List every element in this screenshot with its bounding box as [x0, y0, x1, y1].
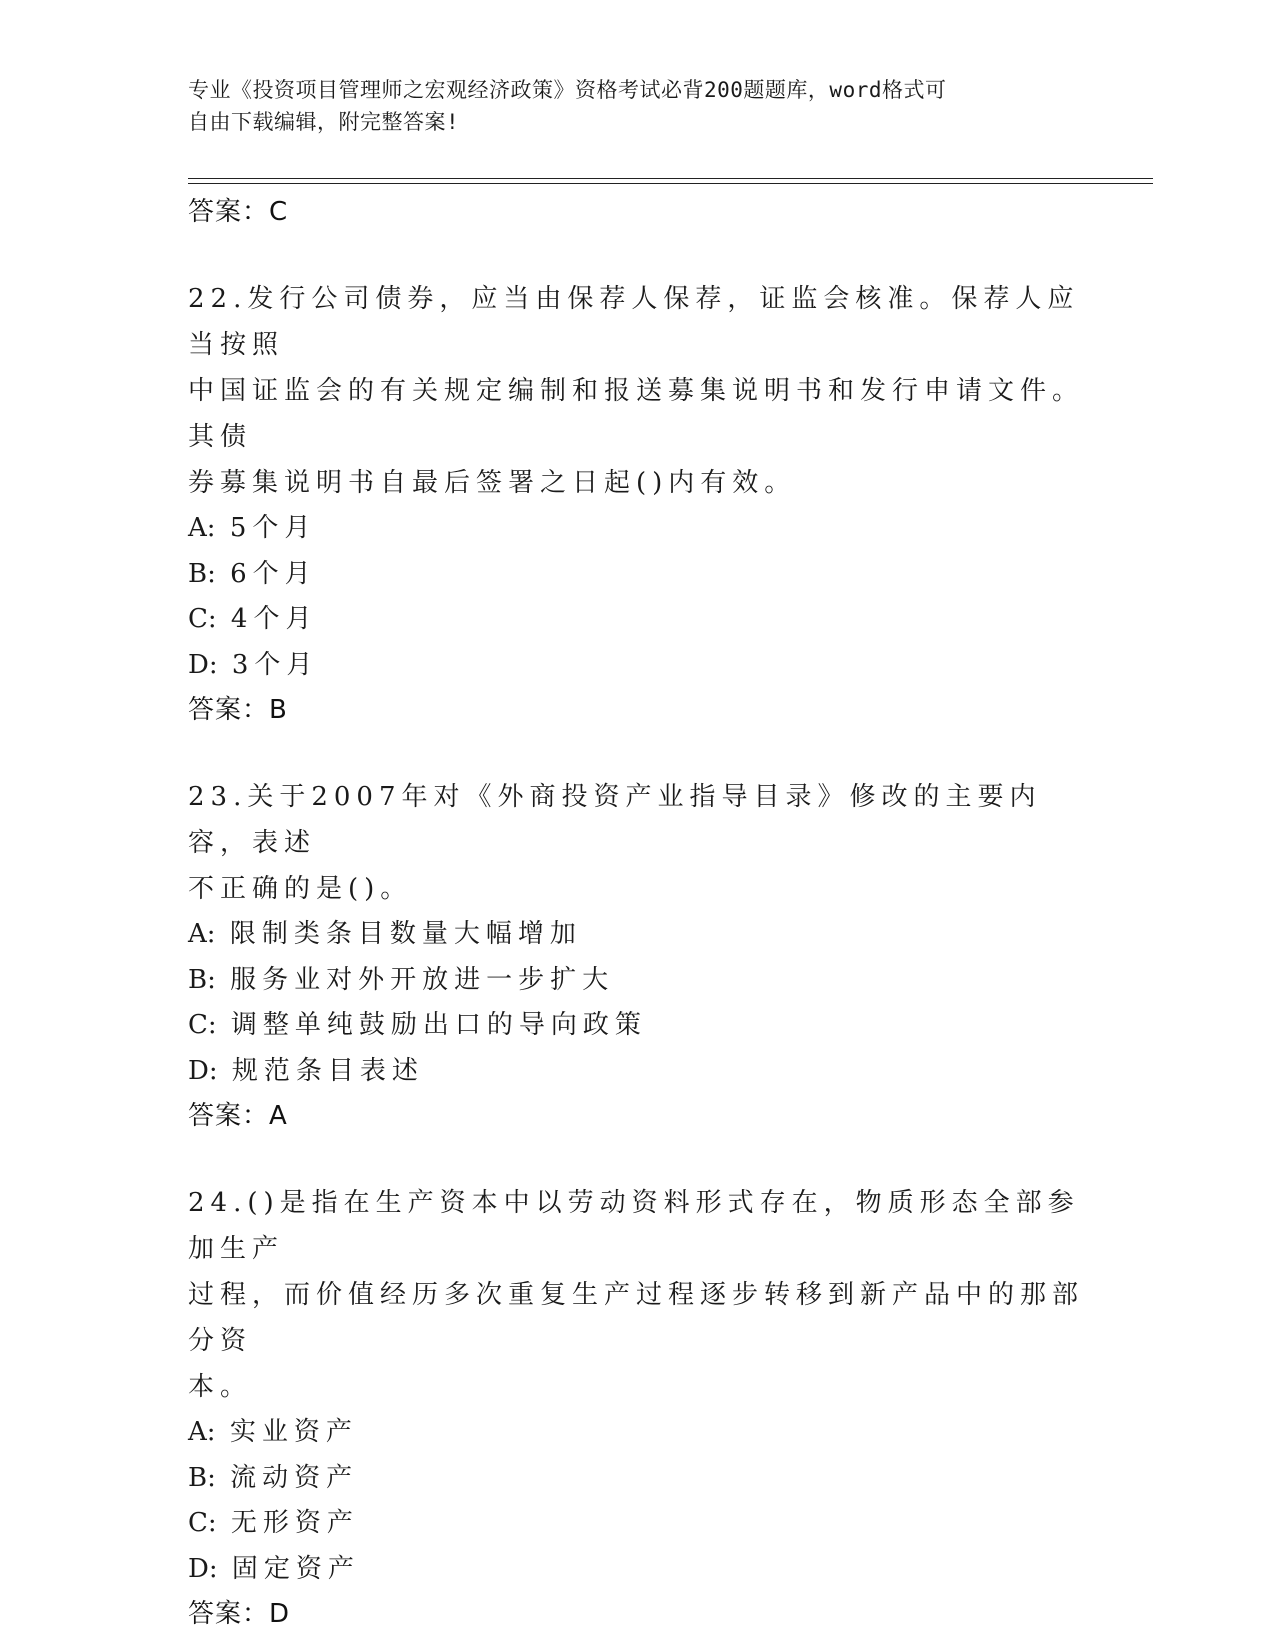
- spacer: [188, 732, 1088, 774]
- option-a: [188, 506, 1088, 552]
- option-d: [188, 643, 1088, 689]
- spacer: [188, 234, 1088, 276]
- question-line: 过程，而价值经历多次重复生产过程逐步转移到新产品中的那部分资: [188, 1280, 1085, 1356]
- question-text: [188, 1180, 1088, 1410]
- option-text: 6个月: [230, 558, 317, 589]
- previous-answer: 答案：C: [188, 197, 289, 227]
- question-23: [188, 774, 1088, 1138]
- option-letter: D:: [188, 1553, 218, 1584]
- option-c: [188, 597, 1088, 643]
- question-answer: 答案：B: [188, 695, 288, 725]
- option-d: [188, 1547, 1088, 1593]
- header-divider-top: [188, 178, 1153, 179]
- option-letter: B:: [188, 1462, 216, 1493]
- question-line: 23.关于2007年对《外商投资产业指导目录》修改的主要内容，表述: [188, 782, 1042, 858]
- question-answer: 答案：D: [188, 1599, 291, 1629]
- header-line-2: 自由下载编辑，附完整答案!: [188, 110, 460, 134]
- option-letter: B:: [188, 558, 216, 589]
- question-answer: 答案：A: [188, 1101, 288, 1131]
- option-text: 调整单纯鼓励出口的导向政策: [230, 1010, 647, 1040]
- option-text: 限制类条目数量大幅增加: [229, 919, 582, 949]
- option-letter: C:: [188, 1010, 217, 1040]
- option-letter: D:: [188, 1055, 218, 1086]
- option-letter: A:: [188, 1417, 216, 1447]
- option-text: 4个月: [230, 604, 318, 634]
- option-text: 规范条目表述: [231, 1055, 424, 1086]
- question-22: [188, 276, 1088, 732]
- option-a: [188, 1410, 1088, 1456]
- option-a: [188, 912, 1088, 958]
- option-letter: B:: [188, 964, 216, 995]
- question-text: [188, 774, 1088, 912]
- option-text: 5个月: [229, 513, 317, 543]
- spacer: [188, 1138, 1088, 1180]
- option-text: 3个月: [231, 649, 319, 680]
- option-text: 固定资产: [231, 1553, 360, 1584]
- question-line: 24.()是指在生产资本中以劳动资料形式存在，物质形态全部参加生产: [188, 1188, 1080, 1264]
- question-line: 22.发行公司债券，应当由保荐人保荐，证监会核准。保荐人应当按照: [188, 284, 1080, 360]
- question-line: 本。: [188, 1372, 253, 1402]
- question-text: [188, 276, 1088, 506]
- option-d: [188, 1049, 1088, 1095]
- option-letter: C:: [188, 604, 217, 634]
- option-letter: A:: [188, 919, 216, 949]
- header-divider-bottom: [188, 183, 1153, 184]
- question-line: 券募集说明书自最后签署之日起()内有效。: [188, 468, 797, 498]
- header-line-1: 专业《投资项目管理师之宏观经济政策》资格考试必背200题题库，word格式可: [188, 78, 947, 102]
- question-24: [188, 1180, 1088, 1636]
- option-text: 服务业对外开放进一步扩大: [230, 964, 615, 995]
- document-header: [188, 74, 1088, 138]
- question-list: [188, 190, 1088, 1636]
- option-b: [188, 552, 1088, 598]
- option-letter: D:: [188, 649, 218, 680]
- option-text: 实业资产: [229, 1417, 358, 1447]
- question-line: 不正确的是()。: [188, 874, 413, 904]
- option-b: [188, 958, 1088, 1004]
- option-letter: C:: [188, 1508, 217, 1538]
- option-text: 流动资产: [230, 1462, 359, 1493]
- option-c: [188, 1501, 1088, 1547]
- option-letter: A:: [188, 513, 216, 543]
- option-c: [188, 1003, 1088, 1049]
- option-text: 无形资产: [230, 1508, 359, 1538]
- option-b: [188, 1456, 1088, 1502]
- question-line: 中国证监会的有关规定编制和报送募集说明书和发行申请文件。其债: [188, 376, 1085, 452]
